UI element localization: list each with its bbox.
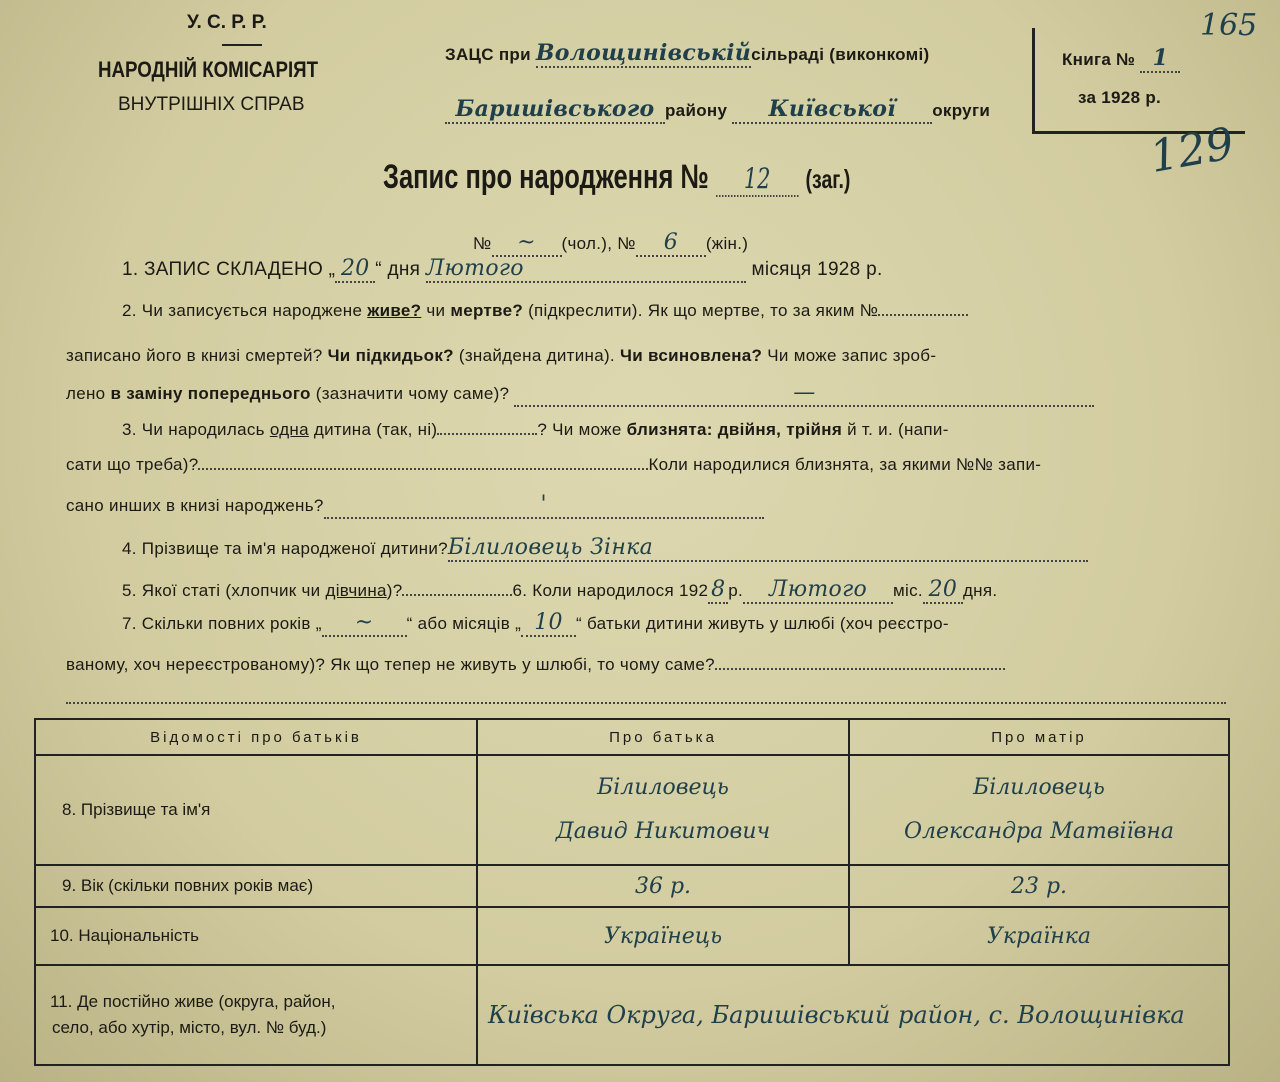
mother-name: Білиловець Олександра Матвіївна <box>849 755 1229 865</box>
question-7-line-2: ваному, хоч нереєстрованому)? Як що тепер не живуть у шлюбі, то чому саме? <box>66 655 1005 675</box>
table-row <box>35 965 1229 1065</box>
table-row <box>35 907 1229 965</box>
archive-page-number: 165 <box>1200 8 1258 43</box>
blank-line <box>66 702 1226 704</box>
father-nationality: Українець <box>477 907 849 965</box>
book-box <box>1032 28 1245 134</box>
question-1: 1. ЗАПИС СКЛАДЕНО „ 20 “ дня Лютого місяця 1928 р. <box>122 256 883 281</box>
sub-numbers: № ~ (чол.), № 6 (жін.) <box>473 230 749 255</box>
question-5-6: 5. Якої статі (хлопчик чи дівчина)? 6. Коли народилося 192 8 р. Лютого міс. 20 дня. <box>122 577 998 602</box>
question-7-line-1: 7. Скільки повних років „ ~ “ або місяців „ 10 “ батьки дитини живуть у шлюбі (хоч реєстро- <box>122 610 949 635</box>
question-2-line-3: лено в заміну попереднього (зазначити чому саме)? — <box>66 380 1094 407</box>
row-label: 11. Де постійно живе (округа, район, село, або хутір, місто, вул. № буд.) <box>35 965 477 1065</box>
question-3-line-3: сано инших в книзі народжень? ' <box>66 492 764 519</box>
child-name: Білиловець Зінка <box>448 535 1088 562</box>
village-council-value: Волощинівській <box>535 40 752 66</box>
row-label: 9. Вік (скільки повних років має) <box>35 865 477 907</box>
book-number: Книга № 1 <box>1062 45 1180 73</box>
header-info: Відомості про батьків <box>35 719 477 755</box>
table-row <box>35 755 1229 865</box>
mother-nationality: Українка <box>849 907 1229 965</box>
question-2-line-1: 2. Чи записується народжене живе? чи мертве? (підкреслити). Як що мертве, то за яким № <box>122 301 968 321</box>
page-title: Запис про народження № 12 (заг.) <box>383 158 851 196</box>
department-heading: ВНУТРІШНІХ СПРАВ <box>118 94 305 115</box>
header-father: Про батька <box>477 719 849 755</box>
header-mother: Про матір <box>849 719 1229 755</box>
parents-table <box>34 718 1230 1066</box>
book-year: за 1928 р. <box>1078 88 1162 107</box>
table-row <box>35 865 1229 907</box>
mother-age: 23 р. <box>849 865 1229 907</box>
question-3-line-2: сати що треба)? Коли народилися близнята, за якими №№ запи- <box>66 455 1042 474</box>
archive-mark: 129 <box>1146 118 1238 183</box>
residence-address: Київська Округа, Баришівський район, с. Волощинівка <box>477 965 1229 1065</box>
row-label: 8. Прізвище та ім'я <box>35 755 477 865</box>
question-2-line-2: записано його в книзі смертей? Чи підкидьок? (знайдена дитина). Чи всиновлена? Чи може запис зроб- <box>66 346 937 365</box>
row-label: 10. Національність <box>35 907 477 965</box>
divider <box>222 44 262 46</box>
father-age: 36 р. <box>477 865 849 907</box>
village-council-line: ЗАЦС при Волощинівськійсільраді (виконкомі) <box>445 40 930 66</box>
district-line: Баришівського району Київської округи <box>445 96 990 124</box>
state-heading: У. С. Р. Р. <box>187 12 267 33</box>
table-header <box>35 719 1229 755</box>
record-number: 12 <box>716 162 799 197</box>
commissariat-heading: НАРОДНІЙ КОМІСАРІЯТ <box>98 57 319 82</box>
question-3-line-1: 3. Чи народилась одна дитина (так, ні) ? Чи може близнята: двійня, трійня й т. и. (напи- <box>122 420 949 439</box>
district-value: Баришівського <box>445 96 665 124</box>
okruha-value: Київської <box>732 96 932 124</box>
question-4: 4. Прізвище та ім'я народженої дитини?Білиловець Зінка <box>122 535 1088 562</box>
father-name: Білиловець Давид Никитович <box>477 755 849 865</box>
